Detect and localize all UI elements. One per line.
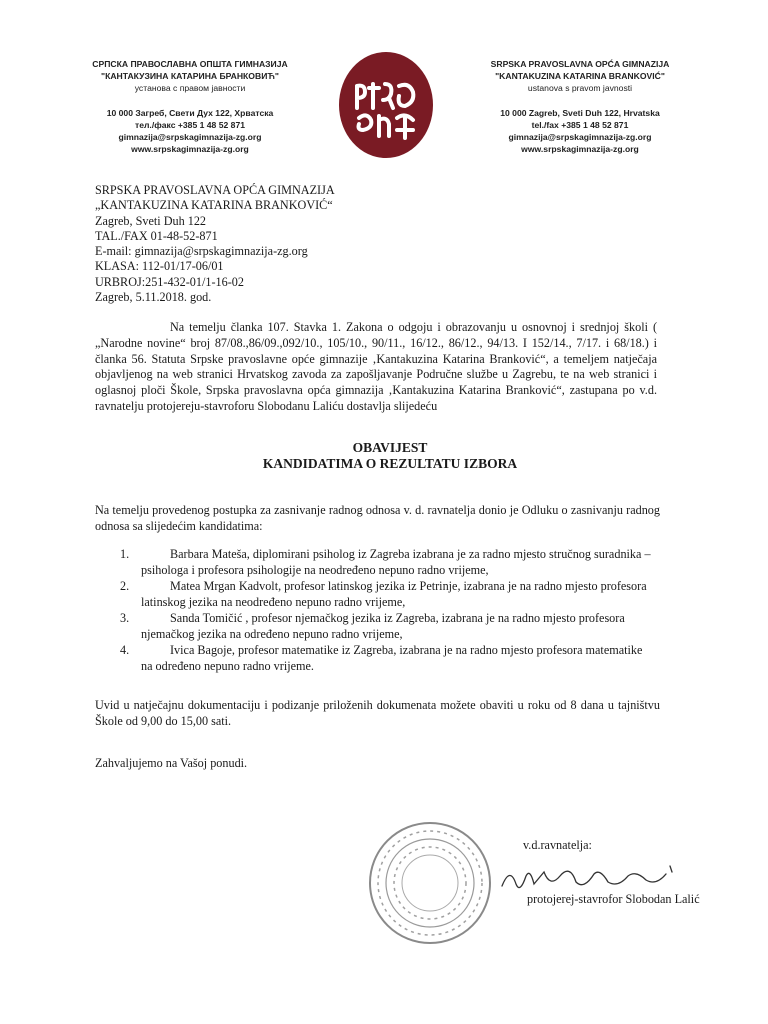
sender-line: „KANTAKUZINA KATARINA BRANKOVIĆ“ <box>95 198 333 213</box>
list-item-line: Ivica Bagoje, profesor matematike iz Zagreba, izabrana je na radno mjesto profesora matematike <box>170 643 643 657</box>
address-cyrillic: 10 000 Загреб, Свети Дух 122, Хрватска <box>106 108 274 118</box>
email-latin: gimnazija@srpskagimnazija-zg.org <box>508 132 652 142</box>
list-item-number: 3. <box>120 611 130 625</box>
sender-line: E-mail: gimnazija@srpskagimnazija-zg.org <box>95 244 308 259</box>
web-latin: www.srpskagimnazija-zg.org <box>521 144 639 154</box>
phone-cyrillic: тел./факс +385 1 48 52 871 <box>134 120 246 130</box>
official-stamp-icon <box>365 818 495 948</box>
sender-line: TAL./FAX 01-48-52-871 <box>95 228 218 243</box>
candidate-list <box>95 546 685 674</box>
list-item-number: 2. <box>120 579 130 593</box>
sender-line: SRPSKA PRAVOSLAVNA OPĆA GIMNAZIJA <box>95 183 335 197</box>
sender-line: Zagreb, Sveti Duh 122 <box>95 213 207 228</box>
school-logo-icon <box>329 48 443 162</box>
list-item-line: Sanda Tomičić , profesor njemačkog jezika iz Zagreba, izabrana je na radno mjesto profesora <box>170 611 625 625</box>
list-item <box>95 578 685 610</box>
sender-block <box>95 183 495 305</box>
email-cyrillic: gimnazija@srpskagimnazija-zg.org <box>118 132 262 142</box>
school-subname-latin: "KANTAKUZINA KATARINA BRANKOVIĆ" <box>495 71 665 81</box>
web-cyrillic: www.srpskagimnazija-zg.org <box>131 144 249 154</box>
school-status-latin: ustanova s pravom javnosti <box>527 83 633 93</box>
inspection-paragraph: Uvid u natječajnu dokumentaciju i podizanje priloženih dokumenata možete obaviti u roku od 8 dana u tajništvu Škole od 9,00 do 15,00 sati. <box>95 698 660 728</box>
letterhead-cyrillic <box>65 58 315 155</box>
title-line-1: OBAVIJEST <box>352 440 428 455</box>
document-title <box>95 440 685 472</box>
list-item-line: latinskog jezika na neodređeno nepuno radno vrijeme, <box>141 595 406 609</box>
sender-line: URBROJ:251-432-01/1-16-02 <box>95 274 244 289</box>
address-latin: 10 000 Zagreb, Sveti Duh 122, Hrvatska <box>500 108 660 118</box>
title-line-2: KANDIDATIMA O REZULTATU IZBORA <box>262 456 518 471</box>
thanks-line: Zahvaljujemo na Vašoj ponudi. <box>95 756 248 770</box>
school-name-cyrillic: СРПСКА ПРАВОСЛАВНА ОПШТА ГИМНАЗИЈА <box>92 59 288 69</box>
list-item-line: Matea Mrgan Kadvolt, profesor latinskog jezika iz Petrinje, izabrana je na radno mjesto profesora <box>170 579 647 593</box>
list-item-line: psihologa i profesora psihologije na neodređeno nepuno radno vrijeme, <box>141 563 489 577</box>
decision-paragraph: Na temelju provedenog postupka za zasnivanje radnog odnosa v. d. ravnatelja donio je Odluku o zasnivanju radnog odnosa sa slijedećim kandidatima: <box>95 503 660 533</box>
list-item-line: na određeno nepuno radno vrijeme. <box>141 659 314 673</box>
list-item-number: 4. <box>120 643 130 657</box>
sender-line: Zagreb, 5.11.2018. god. <box>95 290 212 305</box>
list-item <box>95 642 685 674</box>
signatory-name: protojerej-stavrofor Slobodan Lalić <box>527 892 700 906</box>
list-item-line: Barbara Mateša, diplomirani psiholog iz Zagreba izabrana je za radno mjesto stručnog suradnika – <box>170 547 651 561</box>
list-item <box>95 546 685 578</box>
list-item-line: njemačkog jezika na određeno nepuno radno vrijeme, <box>141 627 403 641</box>
letterhead-latin <box>455 58 705 155</box>
phone-latin: tel./fax +385 1 48 52 871 <box>531 120 629 130</box>
sender-line: KLASA: 112-01/17-06/01 <box>95 259 224 274</box>
list-item-number: 1. <box>120 547 130 561</box>
school-subname-cyrillic: "КАНТАКУЗИНА КАТАРИНА БРАНКОВИЋ" <box>101 71 279 81</box>
school-status-cyrillic: установа с правом јавности <box>134 83 246 93</box>
signature-title: v.d.ravnatelja: <box>523 838 592 852</box>
school-name-latin: SRPSKA PRAVOSLAVNA OPĆA GIMNAZIJA <box>490 59 670 69</box>
intro-paragraph: Na temelju članka 107. Stavka 1. Zakona o odgoju i obrazovanju u osnovnoj i srednjoj školi ( „Narodne novine“ broj 87/08.,86/09.,092/10., 105/10., 90/11., 16/12., 86/12., 94/13. I 152/14., 7/17. i 68/18.) i članka 56. Statuta Srpske pravoslavne opće gimnazije ‚Kantakuzina Katarina Branković“, a temeljem natječaja objavljenog na web stranici Hrvatskog zavoda za zapošljavanje Područne službe u Zagrebu, te na web stranici i oglasnoj ploči Škole, Srpska pravoslavna opća gimnazija ‚Kantakuzina Katarina Branković“, zastupana po v.d. ravnatelju protojereju-stavroforu Slobodanu Laliću dostavlja slijedeću <box>95 320 657 413</box>
list-item <box>95 610 685 642</box>
